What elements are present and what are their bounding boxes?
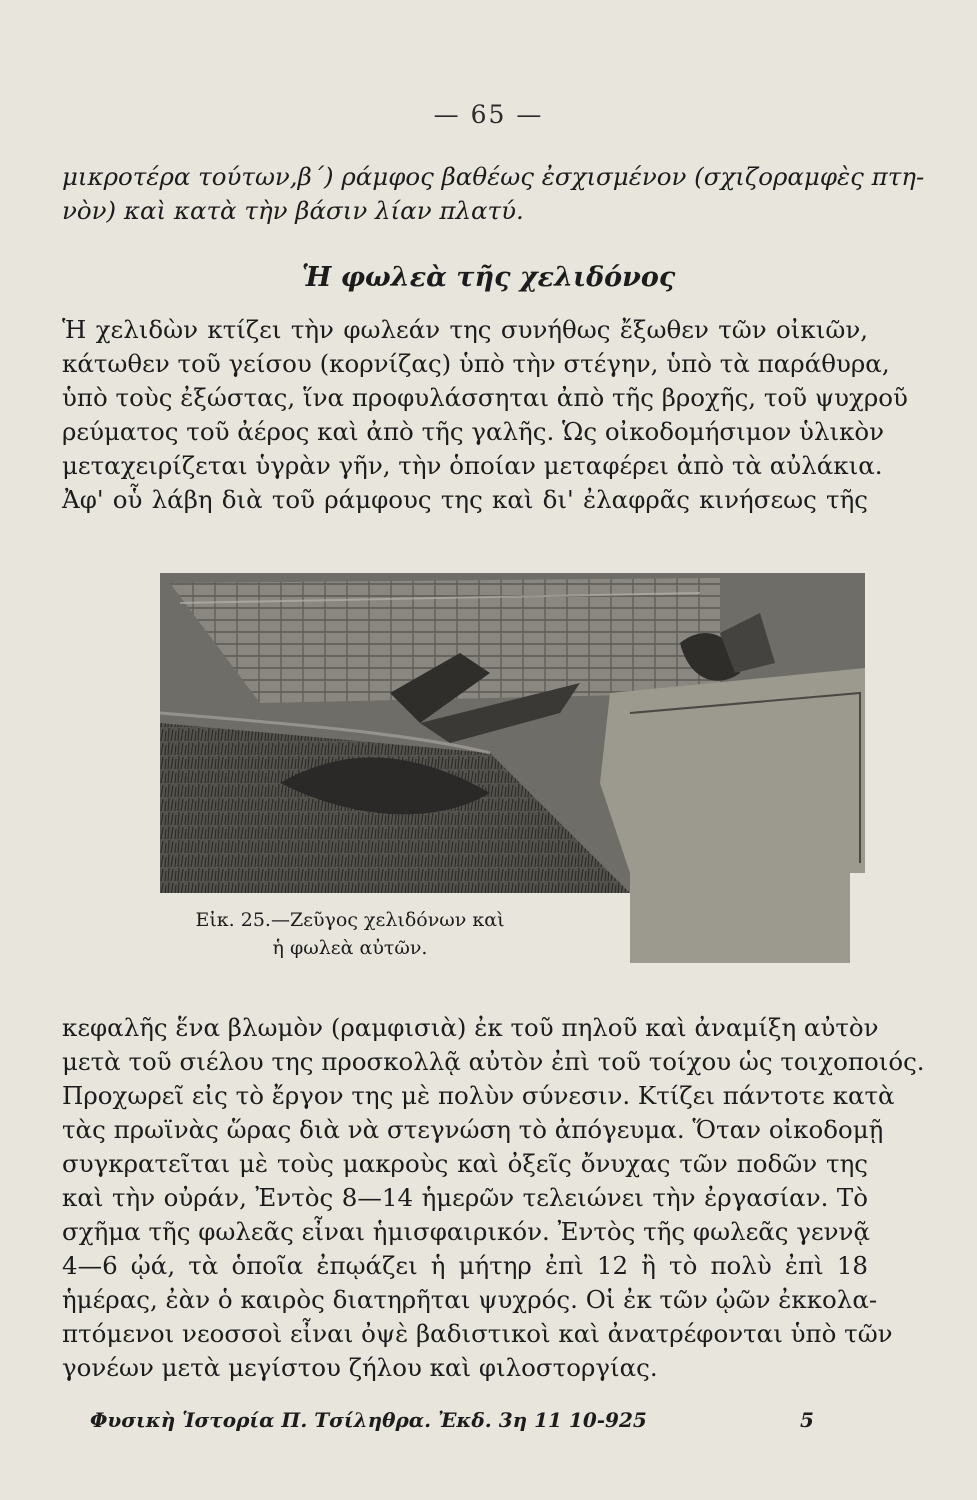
para2-line-11: γονέων μετὰ μεγίστου ζήλου καὶ φιλοστοργίας. xyxy=(62,1353,658,1382)
footer-imprint: Φυσικὴ Ἱστορία Π. Τσίληθρα. Ἐκδ. 3η 11 10-925 xyxy=(90,1408,647,1432)
para2-line-5: συγκρατεῖται μὲ τοὺς μακροὺς καὶ ὀξεῖς ὄνυχας τῶν ποδῶν της xyxy=(62,1149,868,1178)
para1-line-6: Ἀφ' οὗ λάβη διὰ τοῦ ράμφους της καὶ δι' ἐλαφρᾶς κινήσεως τῆς xyxy=(62,485,868,514)
intro-line-1: μικροτέρα τούτων,β΄) ράμφος βαθέως ἐσχισμένον (σχιζοραμφὲς πτη- xyxy=(62,162,925,191)
para2-line-1: κεφαλῆς ἕνα βλωμὸν (ραμφισιὰ) ἐκ τοῦ πηλοῦ καὶ ἀναμίξη αὐτὸν xyxy=(62,1013,879,1042)
section-heading: Ἡ φωλεὰ τῆς χελιδόνος xyxy=(301,262,676,293)
para2-line-2: μετὰ τοῦ σιέλου της προσκολλᾷ αὐτὸν ἐπὶ τοῦ τοίχου ὡς τοιχοποιός. xyxy=(62,1047,925,1076)
para2-line-9: ἡμέρας, ἐὰν ὁ καιρὸς διατηρῆται ψυχρός. Οἱ ἐκ τῶν ᾠῶν ἐκκολα- xyxy=(62,1285,878,1314)
para2-line-3: Προχωρεῖ εἰς τὸ ἔργον της μὲ πολὺν σύνεσιν. Κτίζει πάντοτε κατὰ xyxy=(62,1081,895,1110)
para2-line-8: 4—6 ᾠά, τὰ ὁποῖα ἐπῳάζει ἡ μήτηρ ἐπὶ 12 ἢ τὸ πολὺ ἐπὶ 18 xyxy=(62,1251,868,1280)
intro-line-2: νὸν) καὶ κατὰ τὴν βάσιν λίαν πλατύ. xyxy=(62,196,524,225)
para2-line-6: καὶ τὴν οὐράν, Ἐντὸς 8—14 ἡμερῶν τελειώνει τὴν ἐργασίαν. Τὸ xyxy=(62,1183,868,1212)
para1-line-5: μεταχειρίζεται ὑγρὰν γῆν, τὴν ὁποίαν μεταφέρει ἀπὸ τὰ αὐλάκια. xyxy=(62,451,883,480)
figure-caption xyxy=(170,906,530,962)
para2-line-7: σχῆμα τῆς φωλεᾶς εἶναι ἡμισφαιρικόν. Ἐντὸς τῆς φωλεᾶς γεννᾷ xyxy=(62,1217,870,1246)
para1-line-2: κάτωθεν τοῦ γείσου (κορνίζας) ὑπὸ τὴν στέγην, ὑπὸ τὰ παράθυρα, xyxy=(62,349,890,378)
para2-line-10: πτόμενοι νεοσσοὶ εἶναι ὀψὲ βαδιστικοὶ καὶ ἀνατρέφονται ὑπὸ τῶν xyxy=(62,1319,893,1348)
para2-line-4: τὰς πρωϊνὰς ὥρας διὰ νὰ στεγνώση τὸ ἀπόγευμα. Ὅταν οἰκοδομῇ xyxy=(62,1115,884,1144)
para1-line-4: ρεύματος τοῦ ἀέρος καὶ ἀπὸ τῆς γαλῆς. Ὡς οἰκοδομήσιμον ὑλικὸν xyxy=(62,417,885,446)
caption-line-1: Εἰκ. 25.—Ζεῦγος χελιδόνων καὶ xyxy=(195,909,505,931)
para1-line-1: Ἡ χελιδὼν κτίζει τὴν φωλεάν της συνήθως ἔξωθεν τῶν οἰκιῶν, xyxy=(62,315,868,344)
caption-line-2: ἡ φωλεὰ αὐτῶν. xyxy=(272,937,428,959)
sheet-number: 5 xyxy=(800,1408,814,1432)
para1-line-3: ὑπὸ τοὺς ἐξώστας, ἵνα προφυλάσσηται ἀπὸ τῆς βροχῆς, τοῦ ψυχροῦ xyxy=(62,383,908,412)
page-number: — 65 — xyxy=(433,100,544,129)
